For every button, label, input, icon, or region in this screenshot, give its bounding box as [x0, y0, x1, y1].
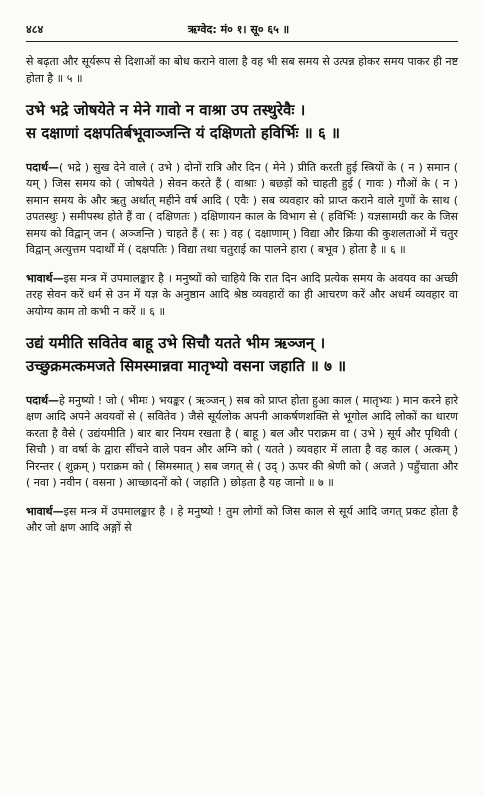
mantra-7	[26, 332, 458, 379]
padartha-7-label: पदार्थ—	[26, 393, 59, 407]
bhavartha-7	[26, 504, 458, 537]
header-rule	[26, 41, 458, 42]
bhavartha-7-text: इस मन्त्र में उपमालङ्कार है । हे मनुष्यो ! तुम लोगों को जिस काल से सूर्य आदि जगत् प्रकट होता है और जो क्षण आदि अङ्गों से	[26, 504, 458, 534]
bhavartha-7-label: भावार्थ—	[26, 504, 64, 518]
running-title: ऋग्वेद: मं० १। सू० ६५ ॥	[187, 23, 290, 36]
page-number: ४८४	[26, 23, 44, 36]
mantra-7-line-2: उच्छुक्रमत्कमजते सिमस्मान्नवा मातृभ्यो वसना जहाति ॥ ७ ॥	[26, 357, 347, 376]
page-header	[26, 22, 458, 37]
padartha-7-text: हे मनुष्यो ! जो ( भीमः ) भयङ्कर ( ऋञ्जन् ) सब को प्राप्त होता हुआ काल ( मातृभ्यः ) मान करने हारे क्षण आदि अपने अवयवों से ( सवितेव ) जैसे सूर्यलोक अपनी आकर्षणशक्ति से भूगोल आदि लोकों का धारण करता है वैसे ( उद्यंयमीति ) बार बार नियम रखता है ( बाहू ) बल और पराक्रम वा ( उभे ) सूर्य और पृथिवी ( सिचौ ) वा वर्षा के द्वारा सींचने वाले पवन और अग्नि को ( यतते ) व्यवहार में लाता है वह काल ( अत्कम् ) निरन्तर ( शुक्रम् ) पराक्रम को ( सिमस्मात् ) सब जगत् से ( उद् ) ऊपर की श्रेणी को ( अजते ) पहुँचाता और ( नवा ) नवीन ( वसना ) आच्छादनों को ( जहाति ) छोड़ता है यह जानो ॥ ७ ॥	[26, 393, 458, 489]
bhavartha-6-text: इस मन्त्र में उपमालङ्कार है । मनुष्यों को चाहिये कि रात दिन आदि प्रत्येक समय के अवयव का अच्छी तरह सेवन करें धर्म से उन में यज्ञ के अनुष्ठान आदि श्रेष्ठ व्यवहारों का ही आचरण करें और अधर्म व्यवहार वा अयोग्य काम तो कभी न करें ॥ ६ ॥	[26, 271, 458, 318]
padartha-6	[26, 160, 458, 259]
mantra-6-line-2: स दक्षाणां दक्षपतिर्बभूवाञ्जन्ति यं दक्षिणतो हविर्भिः ॥ ६ ॥	[26, 124, 340, 143]
padartha-6-text: ( भद्रे ) सुख देने वाले ( उभे ) दोनों रात्रि और दिन ( मेने ) प्रीति करती हुई स्त्रियों के ( न ) समान ( यम् ) जिस समय को ( जोषयेते ) सेवन करते हैं ( वाश्राः ) बछड़ों को चाहती हुई ( गावः ) गौओं के ( न ) समान समय के और ऋतु अर्थात् महीने वर्ष आदि ( एवैः ) सब व्यवहार को प्राप्त कराने वाले गुणों के साथ ( उपतस्थुः ) समीपस्थ होते हैं वा ( दक्षिणतः ) दक्षिणायन काल के विभाग से ( हविर्भिः ) यज्ञसामग्री कर के जिस समय को विद्वान् जन ( अञ्जन्ति ) चाहते हैं ( सः ) वह ( दक्षाणाम् ) विद्या और क्रिया की कुशलताओं में चतुर विद्वान् अत्युत्तम पदार्थों में ( दक्षपतिः ) विद्या तथा चतुराई का पालने हारा ( बभूव ) होता है ॥ ६ ॥	[26, 160, 458, 256]
padartha-6-label: पदार्थ—	[26, 160, 59, 174]
padartha-7	[26, 393, 458, 492]
bhavartha-6-label: भावार्थ—	[26, 271, 64, 285]
header-spacer	[434, 22, 458, 37]
mantra-7-line-1: उद्यं यमीति सवितेव बाहू उभे सिचौ यतते भीम ऋञ्जन् ।	[26, 334, 326, 352]
intro-paragraph: से बढ़ता और सूर्यरूप से दिशाओं का बोध कराने वाला है वह भी सब समय से उत्पन्न होकर समय पाकर ही नष्ट होता है ॥ ५ ॥	[26, 55, 458, 85]
mantra-6-line-1: उभे भद्रे जोषयेते न मेने गावो न वाश्रा उप तस्थुरेवैः ।	[26, 101, 306, 119]
mantra-6	[26, 99, 458, 146]
bhavartha-6	[26, 271, 458, 321]
